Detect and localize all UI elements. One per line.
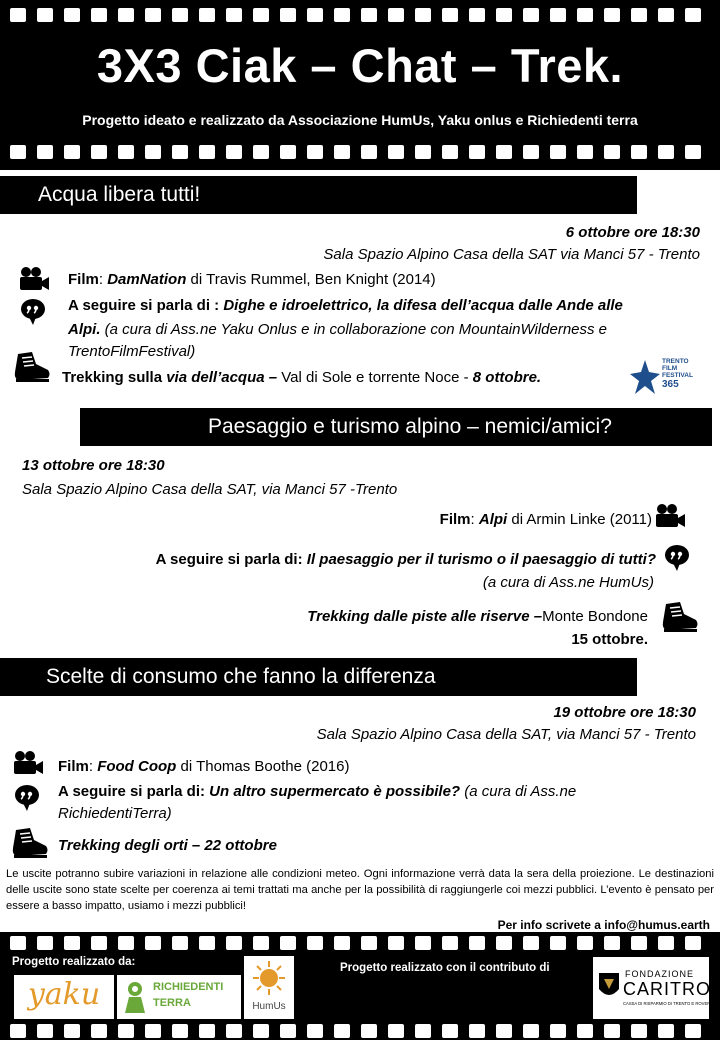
section1-venue: Sala Spazio Alpino Casa della SAT via Manci 57 - Trento bbox=[323, 246, 700, 263]
section3-heading: Scelte di consumo che fanno la differenza bbox=[0, 658, 637, 696]
film-perforation bbox=[442, 1024, 458, 1038]
film-perforation bbox=[280, 8, 296, 22]
section2-talk: A seguire si parla di: Il paesaggio per il turismo o il paesaggio di tutti? bbox=[155, 551, 656, 568]
film-perforation bbox=[631, 936, 647, 950]
film-perforation bbox=[37, 145, 53, 159]
film-perforation bbox=[604, 8, 620, 22]
film-perforation bbox=[415, 145, 431, 159]
film-perforation bbox=[658, 1024, 674, 1038]
film-perforation bbox=[307, 936, 323, 950]
film-perforation bbox=[226, 1024, 242, 1038]
film-perforation bbox=[172, 936, 188, 950]
film-perforation bbox=[442, 936, 458, 950]
film-perforation bbox=[10, 936, 26, 950]
film-perforation bbox=[199, 145, 215, 159]
film-perforation bbox=[523, 8, 539, 22]
film-perforation bbox=[91, 8, 107, 22]
film-perforation bbox=[523, 936, 539, 950]
film-perforation bbox=[91, 936, 107, 950]
footer-right-label: Progetto realizzato con il contributo di bbox=[340, 962, 550, 974]
film-perforation bbox=[550, 1024, 566, 1038]
trento-film-festival-logo: TRENTO FILM FESTIVAL 365 bbox=[630, 358, 694, 398]
film-perforation bbox=[469, 1024, 485, 1038]
richiedenti-terra-logo: RICHIEDENTI TERRA bbox=[117, 975, 241, 1019]
humus-logo: HumUs bbox=[244, 956, 294, 1019]
section1-talk-line2: Alpi. (a cura di Ass.ne Yaku Onlus e in collaborazione con MountainWilderness e bbox=[68, 321, 608, 338]
film-camera-icon bbox=[654, 503, 686, 529]
film-perforation bbox=[631, 8, 647, 22]
film-perforation bbox=[37, 1024, 53, 1038]
film-perforation bbox=[64, 1024, 80, 1038]
film-perforation bbox=[658, 145, 674, 159]
film-perforation bbox=[118, 1024, 134, 1038]
film-perforation bbox=[550, 936, 566, 950]
film-perforation bbox=[334, 145, 350, 159]
section3-trek: Trekking degli orti – 22 ottobre bbox=[58, 837, 277, 854]
hiking-boot-icon bbox=[660, 600, 700, 634]
film-perforation bbox=[172, 8, 188, 22]
film-perforation bbox=[145, 8, 161, 22]
film-perforation bbox=[199, 8, 215, 22]
film-perforation bbox=[685, 936, 701, 950]
film-perforation bbox=[226, 145, 242, 159]
film-perforation bbox=[37, 8, 53, 22]
film-perforation bbox=[496, 8, 512, 22]
film-perforation bbox=[577, 8, 593, 22]
film-perforation bbox=[469, 145, 485, 159]
film-perforation bbox=[334, 8, 350, 22]
film-perforation bbox=[118, 936, 134, 950]
film-perforation bbox=[145, 936, 161, 950]
speech-bubble-icon bbox=[20, 298, 46, 326]
section1-trek: Trekking sulla via dell’acqua – Val di Sole e torrente Noce - 8 ottobre. bbox=[62, 369, 542, 386]
film-perforation bbox=[253, 8, 269, 22]
header-filmstrip bbox=[0, 0, 720, 170]
film-perforation bbox=[523, 145, 539, 159]
section1-talk-line1: A seguire si parla di : Dighe e idroelettrico, la difesa dell’acqua dalle Ande alle bbox=[68, 297, 623, 314]
film-perforation bbox=[307, 1024, 323, 1038]
film-perforation bbox=[550, 8, 566, 22]
section1-date: 6 ottobre ore 18:30 bbox=[565, 224, 700, 241]
film-perforation bbox=[118, 8, 134, 22]
fondazione-caritro-logo: FONDAZIONE CARITRO CASSA DI RISPARMIO DI TRENTO E ROVERETO bbox=[593, 957, 709, 1019]
section2-trek-date: 15 ottobre. bbox=[571, 631, 648, 648]
film-perforation bbox=[10, 145, 26, 159]
film-perforation bbox=[604, 145, 620, 159]
film-perforation bbox=[91, 1024, 107, 1038]
yaku-logo: yaku bbox=[14, 975, 114, 1019]
section3-talk-line1: A seguire si parla di: Un altro supermercato è possibile? (a cura di Ass.ne bbox=[58, 783, 577, 800]
film-perforation bbox=[172, 1024, 188, 1038]
film-perforation bbox=[145, 1024, 161, 1038]
film-perforation bbox=[199, 936, 215, 950]
film-perforation bbox=[496, 1024, 512, 1038]
film-perforation bbox=[280, 936, 296, 950]
film-perforation bbox=[388, 1024, 404, 1038]
film-perforation bbox=[280, 1024, 296, 1038]
film-perforation bbox=[334, 1024, 350, 1038]
section2-film: Film: Alpi di Armin Linke (2011) bbox=[439, 511, 652, 528]
film-perforation bbox=[685, 145, 701, 159]
film-perforation bbox=[91, 145, 107, 159]
section3-venue: Sala Spazio Alpino Casa della SAT, via Manci 57 - Trento bbox=[316, 726, 696, 743]
film-perforation bbox=[442, 145, 458, 159]
film-perforation bbox=[658, 8, 674, 22]
section2-talk-care: (a cura di Ass.ne HumUs) bbox=[482, 574, 654, 591]
film-perforation bbox=[226, 936, 242, 950]
film-perforation bbox=[685, 1024, 701, 1038]
film-perforation bbox=[199, 1024, 215, 1038]
film-perforation bbox=[577, 145, 593, 159]
film-perforation bbox=[631, 1024, 647, 1038]
film-perforation bbox=[523, 1024, 539, 1038]
film-perforation bbox=[496, 936, 512, 950]
film-perforation bbox=[388, 8, 404, 22]
film-perforation bbox=[361, 145, 377, 159]
section2-heading: Paesaggio e turismo alpino – nemici/amici? bbox=[80, 408, 712, 446]
film-perforation bbox=[226, 8, 242, 22]
film-perforation bbox=[388, 145, 404, 159]
film-camera-icon bbox=[18, 266, 50, 292]
film-perforation bbox=[172, 145, 188, 159]
film-perforation bbox=[253, 936, 269, 950]
film-perforation bbox=[145, 145, 161, 159]
footer-filmstrip bbox=[0, 932, 720, 1040]
film-perforation bbox=[361, 1024, 377, 1038]
film-perforation bbox=[631, 145, 647, 159]
film-perforation bbox=[415, 8, 431, 22]
film-perforation bbox=[64, 936, 80, 950]
film-camera-icon bbox=[12, 750, 44, 776]
film-perforation bbox=[361, 8, 377, 22]
film-perforation bbox=[388, 936, 404, 950]
section1-talk-line3: TrentoFilmFestival) bbox=[68, 343, 196, 360]
section2-date: 13 ottobre ore 18:30 bbox=[22, 457, 165, 474]
film-perforation bbox=[577, 936, 593, 950]
speech-bubble-icon bbox=[14, 784, 40, 812]
film-perforation bbox=[10, 8, 26, 22]
film-perforation bbox=[361, 936, 377, 950]
poster-title: 3X3 Ciak – Chat – Trek. bbox=[96, 39, 624, 92]
film-perforation bbox=[307, 145, 323, 159]
section3-film: Film: Food Coop di Thomas Boothe (2016) bbox=[58, 758, 350, 775]
film-perforation bbox=[415, 1024, 431, 1038]
film-perforation bbox=[280, 145, 296, 159]
poster-subtitle: Progetto ideato e realizzato da Associazione HumUs, Yaku onlus e Richiedenti terra bbox=[82, 112, 638, 128]
film-perforation bbox=[496, 145, 512, 159]
hiking-boot-icon bbox=[10, 826, 50, 860]
film-perforation bbox=[415, 936, 431, 950]
film-perforation bbox=[577, 1024, 593, 1038]
film-perforation bbox=[307, 8, 323, 22]
section3-talk-line2: RichiedentiTerra) bbox=[58, 805, 172, 822]
section2-trek: Trekking dalle piste alle riserve –Monte Bondone bbox=[307, 608, 648, 625]
film-perforation bbox=[469, 8, 485, 22]
section2-venue: Sala Spazio Alpino Casa della SAT, via Manci 57 -Trento bbox=[22, 481, 398, 498]
info-email: Per info scrivete a info@humus.earth bbox=[497, 918, 710, 932]
film-perforation bbox=[253, 145, 269, 159]
film-perforation bbox=[685, 8, 701, 22]
film-perforation bbox=[64, 145, 80, 159]
footer-left-label: Progetto realizzato da: bbox=[12, 956, 136, 968]
film-perforation bbox=[604, 936, 620, 950]
speech-bubble-icon bbox=[664, 544, 690, 572]
film-perforation bbox=[550, 145, 566, 159]
film-perforation bbox=[37, 936, 53, 950]
section1-heading: Acqua libera tutti! bbox=[0, 176, 637, 214]
film-perforation bbox=[64, 8, 80, 22]
film-perforation bbox=[442, 8, 458, 22]
film-perforation bbox=[118, 145, 134, 159]
film-perforation bbox=[10, 1024, 26, 1038]
section3-date: 19 ottobre ore 18:30 bbox=[553, 704, 696, 721]
film-perforation bbox=[658, 936, 674, 950]
film-perforation bbox=[334, 936, 350, 950]
film-perforation bbox=[253, 1024, 269, 1038]
film-perforation bbox=[604, 1024, 620, 1038]
hiking-boot-icon bbox=[12, 350, 52, 384]
section1-film: Film: DamNation di Travis Rummel, Ben Knight (2014) bbox=[68, 271, 436, 288]
notes-text: Le uscite potranno subire variazioni in relazione alle condizioni meteo. Ogni informazione verrà data la sera della proiezione. Le destinazioni delle uscite sono state scelte per coerenza ai temi trattati ma anche per la possibilità di raggiungerle coi mezzi pubblici. L’evento è pensato per essere a basso impatto, usiamo i mezzi pubblici! bbox=[6, 868, 714, 912]
film-perforation bbox=[469, 936, 485, 950]
